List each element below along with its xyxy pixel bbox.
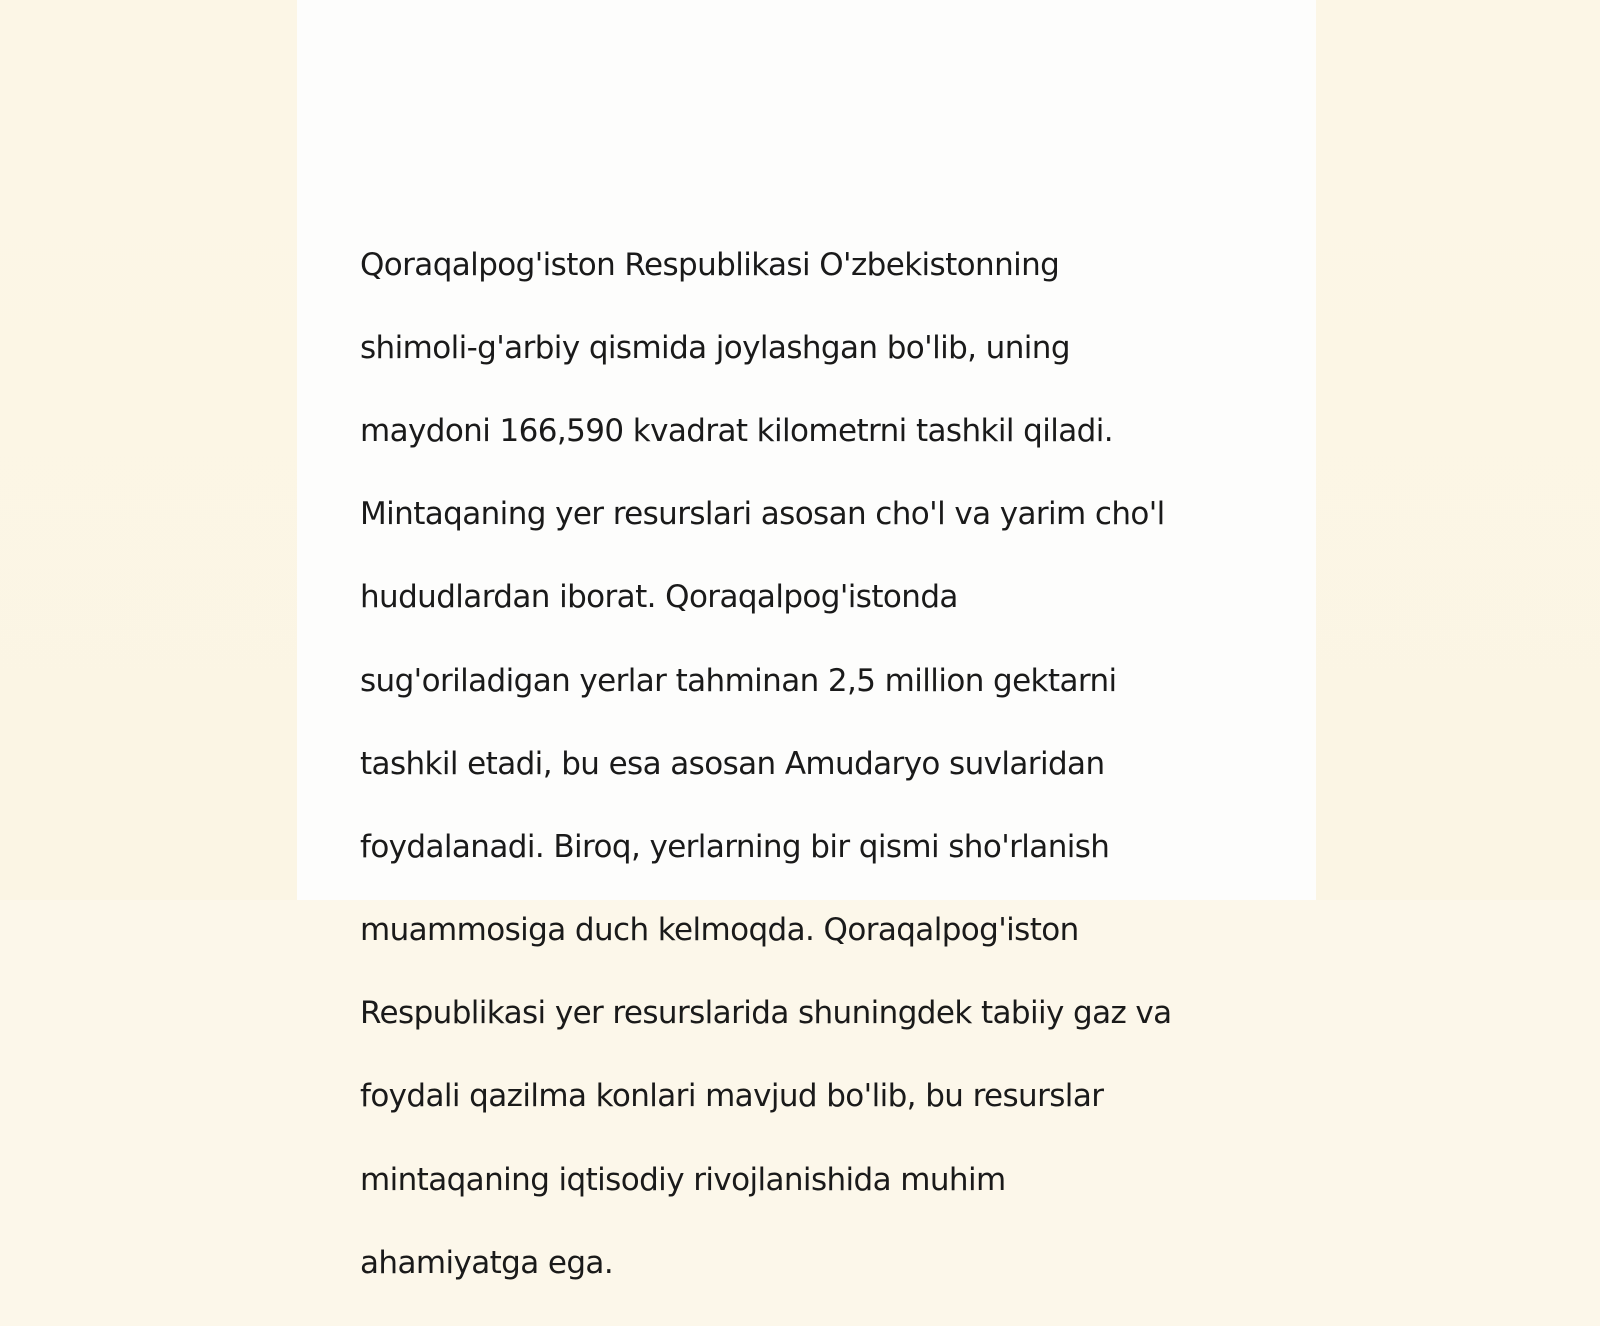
text-line: muammosiga duch kelmoqda. Qoraqalpog'iston (360, 912, 1079, 949)
text-line: mintaqaning iqtisodiy rivojlanishida muhim (360, 1161, 1006, 1198)
text-line: Qoraqalpog'iston Respublikasi O'zbekistonning (360, 246, 1060, 283)
text-line: hududlardan iborat. Qoraqalpog'istonda (360, 579, 958, 616)
text-line: maydoni 166,590 kvadrat kilometrni tashkil qiladi. (360, 412, 1113, 449)
text-line: shimoli-g'arbiy qismida joylashgan bo'lib, uning (360, 329, 1070, 366)
background-right-panel (1316, 0, 1600, 900)
text-line: sug'oriladigan yerlar tahminan 2,5 million gektarni (360, 662, 1117, 699)
text-line: tashkil etadi, bu esa asosan Amudaryo suvlaridan (360, 745, 1105, 782)
text-line: foydalanadi. Biroq, yerlarning bir qismi sho'rlanish (360, 828, 1110, 865)
text-line: Respublikasi yer resurslarida shuningdek tabiiy gaz va (360, 995, 1172, 1032)
slide-body-text (360, 203, 1260, 1326)
text-line: Mintaqaning yer resurslari asosan cho'l va yarim cho'l (360, 496, 1165, 533)
slide-canvas (297, 0, 1316, 1281)
text-line: ahamiyatga ega. (360, 1244, 614, 1281)
text-line: foydali qazilma konlari mavjud bo'lib, bu resurslar (360, 1078, 1104, 1115)
background-left-panel (0, 0, 297, 900)
